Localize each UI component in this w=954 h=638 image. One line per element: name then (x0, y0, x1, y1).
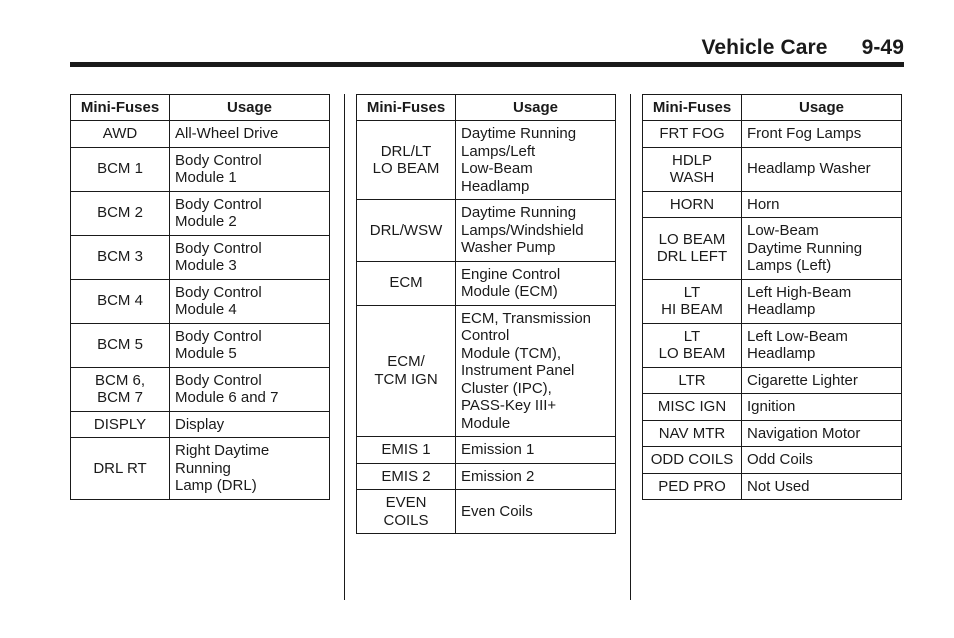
usage-cell (742, 367, 902, 394)
fuse-name-cell (71, 191, 170, 235)
fuse-table-3 (642, 94, 902, 500)
fuse-name-cell (643, 147, 742, 191)
usage-cell (170, 191, 330, 235)
column-divider (630, 94, 631, 600)
usage-text: Left Low-Beam Headlamp (747, 327, 848, 362)
fuse-name-cell (71, 438, 170, 500)
table-row (71, 279, 330, 323)
usage-text: Body Control Module 2 (175, 195, 262, 230)
column-header-fuse: Mini-Fuses (643, 95, 742, 121)
usage-text: Left High-Beam Headlamp (747, 283, 852, 318)
column-header-usage: Usage (456, 95, 616, 121)
fuse-name: HDLP WASH (669, 151, 715, 186)
fuse-name-cell (71, 323, 170, 367)
usage-text: Daytime Running Lamps/Windshield Washer Pump (461, 204, 584, 256)
column-header-usage: Usage (742, 95, 902, 121)
fuse-name: EMIS 1 (381, 441, 431, 458)
fuse-name: BCM 2 (97, 204, 143, 222)
table-row (357, 305, 616, 437)
usage-cell (170, 367, 330, 411)
fuse-name: BCM 5 (97, 336, 143, 354)
fuse-name: AWD (102, 125, 138, 142)
usage-text: Daytime Running Lamps/Left Low-Beam Headlamp (461, 125, 577, 195)
fuse-name: EVEN COILS (383, 494, 429, 529)
fuse-name-cell (71, 367, 170, 411)
usage-cell (742, 191, 902, 218)
fuse-name-cell (357, 200, 456, 262)
table-row (357, 200, 616, 262)
usage-cell (742, 323, 902, 367)
fuse-name-cell (357, 305, 456, 437)
fuse-table-1 (70, 94, 330, 500)
usage-cell (456, 490, 616, 534)
usage-cell (170, 235, 330, 279)
usage-text: Odd Coils (747, 451, 813, 468)
table-row (71, 323, 330, 367)
table-row (643, 367, 902, 394)
usage-cell (170, 438, 330, 500)
usage-text: Body Control Module 5 (175, 327, 262, 362)
fuse-name: DISPLY (93, 415, 147, 433)
fuse-table-2 (356, 94, 616, 534)
usage-text: Not Used (747, 477, 810, 495)
fuse-name: BCM 6, BCM 7 (94, 371, 145, 406)
fuse-name: EMIS 2 (381, 467, 431, 485)
fuse-name-cell (71, 279, 170, 323)
fuse-name: ECM/ TCM IGN (374, 353, 438, 388)
usage-cell (742, 218, 902, 280)
table-row (643, 218, 902, 280)
usage-text: Headlamp Washer (747, 160, 871, 178)
usage-text: Emission 1 (461, 441, 535, 458)
fuse-name-cell (643, 191, 742, 218)
fuse-name-cell (643, 420, 742, 447)
table-row (643, 279, 902, 323)
usage-text: ECM, Transmission Control Module (TCM), Instrument Panel Cluster (IPC), PASS-Key III+ Module (461, 309, 592, 432)
usage-cell (742, 420, 902, 447)
usage-cell (170, 323, 330, 367)
usage-text: Body Control Module 6 and 7 (175, 371, 279, 406)
usage-cell (456, 305, 616, 437)
table-row (643, 394, 902, 421)
usage-text: Body Control Module 1 (175, 151, 262, 186)
table-row (71, 121, 330, 148)
fuse-name-cell (71, 147, 170, 191)
usage-cell (170, 411, 330, 438)
fuse-name-cell (357, 121, 456, 200)
usage-cell (456, 121, 616, 200)
usage-cell (456, 437, 616, 464)
fuse-name-cell (71, 235, 170, 279)
fuse-name: ODD COILS (650, 451, 734, 468)
table-row (643, 420, 902, 447)
fuse-name: LT LO BEAM (658, 327, 726, 362)
table-row (71, 147, 330, 191)
fuse-name-cell (71, 121, 170, 148)
table-row (71, 235, 330, 279)
usage-text: Emission 2 (461, 467, 535, 485)
table-row (71, 191, 330, 235)
fuse-name-cell (357, 261, 456, 305)
fuse-name: ECM (389, 274, 423, 292)
fuse-name: BCM 4 (97, 292, 143, 310)
fuse-name: DRL/LT LO BEAM (372, 142, 440, 177)
fuse-name: DRL RT (93, 459, 147, 477)
usage-text: Ignition (747, 398, 796, 415)
fuse-name: PED PRO (658, 477, 726, 495)
usage-cell (170, 121, 330, 148)
fuse-name-cell (643, 367, 742, 394)
usage-text: Engine Control Module (ECM) (461, 265, 561, 300)
column-header-fuse: Mini-Fuses (71, 95, 170, 121)
usage-text: Right Daytime Running Lamp (DRL) (175, 442, 270, 494)
usage-cell (170, 279, 330, 323)
header-rule (70, 62, 904, 67)
usage-text: Navigation Motor (747, 424, 861, 442)
table-row (357, 463, 616, 490)
usage-text: Even Coils (461, 502, 533, 520)
fuse-name: LT HI BEAM (661, 283, 723, 318)
table-row (643, 473, 902, 500)
table-row (643, 447, 902, 474)
usage-cell (742, 447, 902, 474)
usage-cell (742, 473, 902, 500)
fuse-name-cell (643, 121, 742, 148)
fuse-name-cell (643, 394, 742, 421)
table-row (357, 261, 616, 305)
usage-cell (742, 394, 902, 421)
fuse-name-cell (643, 279, 742, 323)
usage-text: Front Fog Lamps (747, 125, 862, 142)
usage-text: All-Wheel Drive (175, 125, 279, 142)
usage-cell (742, 279, 902, 323)
table-row (71, 411, 330, 438)
usage-cell (742, 121, 902, 148)
fuse-name-cell (643, 447, 742, 474)
usage-cell (456, 200, 616, 262)
fuse-name-cell (643, 473, 742, 500)
fuse-name: NAV MTR (658, 424, 726, 442)
usage-text: Horn (747, 195, 780, 213)
usage-text: Body Control Module 3 (175, 239, 262, 274)
section-title: Vehicle Care (701, 36, 828, 59)
fuse-name: FRT FOG (659, 125, 725, 142)
fuse-name-cell (357, 490, 456, 534)
usage-cell (170, 147, 330, 191)
table-row (71, 438, 330, 500)
fuse-name: BCM 1 (97, 160, 143, 178)
usage-text: Cigarette Lighter (747, 371, 858, 389)
fuse-name: LO BEAM DRL LEFT (656, 230, 728, 266)
table-row (357, 121, 616, 200)
fuse-name: BCM 3 (97, 248, 143, 266)
table-row (643, 121, 902, 148)
table-row (357, 490, 616, 534)
usage-cell (742, 147, 902, 191)
usage-cell (456, 463, 616, 490)
usage-text: Display (175, 415, 225, 433)
fuse-name: MISC IGN (657, 398, 727, 415)
page-header (701, 36, 904, 60)
usage-text: Body Control Module 4 (175, 283, 262, 318)
fuse-name-cell (643, 323, 742, 367)
usage-cell (456, 261, 616, 305)
fuse-name-cell (71, 411, 170, 438)
fuse-name: LTR (678, 371, 706, 389)
table-row (71, 367, 330, 411)
fuse-name: HORN (669, 195, 715, 213)
table-row (643, 147, 902, 191)
table-row (357, 437, 616, 464)
table-row (643, 191, 902, 218)
fuse-name: DRL/WSW (369, 221, 443, 239)
usage-text: Low-Beam Daytime Running Lamps (Left) (747, 222, 863, 274)
column-divider (344, 94, 345, 600)
fuse-name-cell (357, 437, 456, 464)
fuse-name-cell (643, 218, 742, 280)
fuse-name-cell (357, 463, 456, 490)
table-row (643, 323, 902, 367)
column-header-fuse: Mini-Fuses (357, 95, 456, 121)
column-header-usage: Usage (170, 95, 330, 121)
page-number: 9-49 (861, 36, 904, 59)
